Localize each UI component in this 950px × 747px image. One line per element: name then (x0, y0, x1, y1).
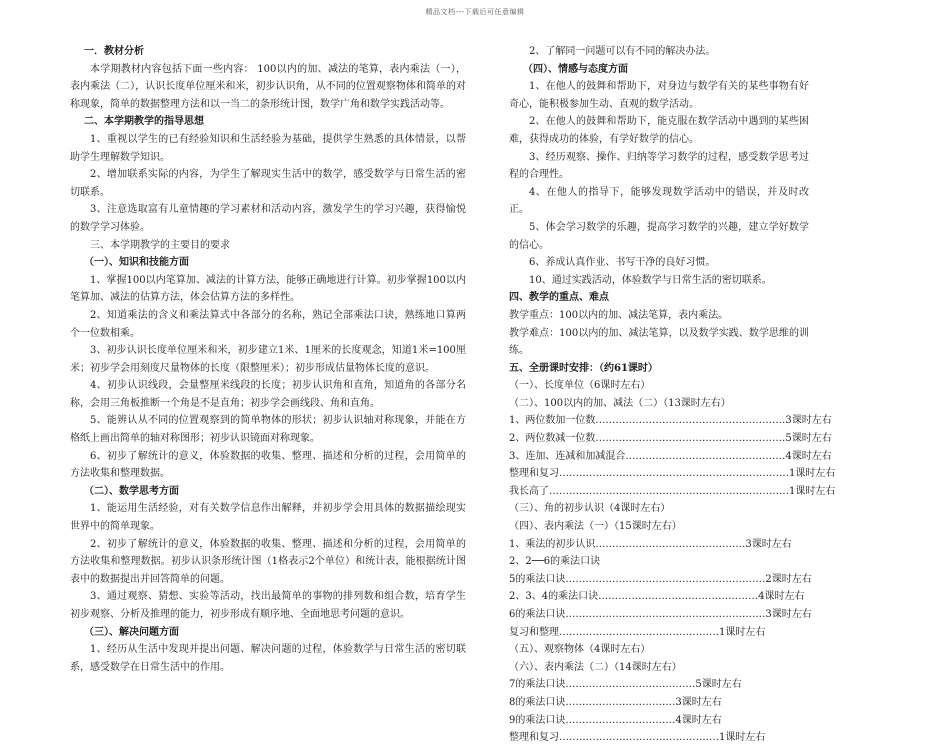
paragraph: 5、体会学习数学的乐趣，提高学习数学的兴趣，建立学好数学的信心。 (509, 221, 809, 251)
schedule-line: 1、乘法的初步认识………………………………………3课时左右 (509, 538, 792, 550)
section-heading: 四、教学的重点、难点 (509, 292, 609, 304)
subsection-heading: （一）、知识和技能方面 (84, 257, 189, 269)
schedule-line: 8的乘法口诀……………………………3课时左右 (509, 696, 722, 708)
text-line: （二）、100以内的加、减法（二）（13课时左右） (509, 397, 731, 409)
paragraph: 6、养成认真作业、书写干净的良好习惯。 (529, 257, 716, 269)
section-heading: 二、本学期教学的指导思想 (84, 116, 204, 128)
subsection-heading: （二）、数学思考方面 (84, 485, 179, 497)
paragraph: 三、本学期教学的主要目的要求 (90, 239, 230, 251)
paragraph: 1、经历从生活中发现并提出问题、解决问题的过程，体验数学与日常生活的密切联系，感受数学在日常生活中的作用。 (70, 644, 466, 673)
left-column (70, 43, 466, 676)
paragraph: 5、能辨认从不同的位置观察到的简单物体的形状；初步认识轴对称现象，并能在方格纸上画出简单的轴对称图形；初步认识镜面对称现象。 (70, 415, 466, 445)
paragraph: 4、初步认识线段，会量整厘米线段的长度；初步认识角和直角，知道角的各部分名称，会用三角板推断一个角是不是直角；初步学会画线段、角和直角。 (70, 380, 466, 409)
subsection-heading: （三）、解决问题方面 (84, 626, 179, 638)
paragraph: 1、掌握100以内笔算加、减法的计算方法，能够正确地进行计算。初步掌握100以内笔算加、减法的估算方法，体会估算方法的多样性。 (70, 274, 466, 304)
schedule-line: 5的乘法口诀……………………………………………………2课时左右 (509, 573, 812, 585)
paragraph: 3、通过观察、猜想、实验等活动，找出最简单的事物的排列数和组合数，培育学生初步观察、分析及推理的能力，初步形成有顺序地、全面地思考问题的意识。 (70, 591, 466, 620)
text-line: 教学重点：100以内的加、减法笔算，表内乘法。 (509, 309, 729, 321)
paragraph: 1、重视以学生的已有经验知识和生活经验为基础，提供学生熟悉的具体情景，以帮助学生理解数学知识。 (70, 133, 466, 163)
paragraph: 1、在他人的鼓舞和帮助下，对身边与数学有关的某些事物有好奇心，能积极参加生动、直观的数学活动。 (509, 81, 809, 110)
schedule-line: 6的乘法口诀……………………………………………………3课时左右 (509, 609, 812, 620)
paragraph: 2、增加联系实际的内容，为学生了解现实生活中的数学，感受数学与日常生活的密切联系。 (70, 169, 466, 198)
schedule-line: 整理和复习……………………………………………………………1课时左右 (509, 468, 836, 480)
schedule-line: 2、3、4的乘法口诀…………………………………………4课时左右 (509, 591, 805, 603)
section-heading: 一．教材分析 (84, 46, 144, 57)
schedule-line: 复习和整理…………………………………………1课时左右 (509, 626, 766, 638)
paragraph: 本学期教材内容包括下面一些内容： 100以内的加、减法的笔算，表内乘法（一），表内乘法（二），认识长度单位厘米和米，初步认识角，从不同的位置观察物体和简单的对称现象，简单的数据整理方法和以一当二的条形统计图，数学广角和数学实践活动等。 (70, 63, 466, 110)
text-line: （五）、观察物体（4课时左右） (509, 644, 651, 656)
paragraph: 1、能运用生活经验，对有关数学信息作出解释，并初步学会用具体的数据描绘现实世界中的简单现象。 (70, 503, 466, 533)
schedule-line: 2、两位数减一位数…………………………………………………5课时左右 (509, 433, 832, 445)
text-line: （三）、角的初步认识（4课时左右） (509, 503, 671, 515)
paragraph: 4、在他人的指导下，能够发现数学活动中的错误，并及时改正。 (509, 186, 809, 216)
paragraph: 3、经历观察、操作、归纳等学习数学的过程，感受数学思考过程的合理性。 (509, 151, 809, 181)
paragraph: 3、初步认识长度单位厘米和米，初步建立1米、1厘米的长度观念，知道1米=100厘米；初步学会用刻度尺量物体的长度（限整厘米）；初步形成估量物体长度的意识。 (70, 345, 466, 374)
paragraph: 6、初步了解统计的意义，体验数据的收集、整理、描述和分析的过程，会用简单的方法收集和整理数据。 (70, 450, 466, 480)
section-heading: 五、全册课时安排：（约61课时） (509, 362, 658, 374)
paragraph: 3、注意选取富有儿童情趣的学习素材和活动内容，激发学生的学习兴趣，获得愉悦的数学学习体验。 (70, 204, 466, 233)
subsection-heading: （四）、情感与态度方面 (523, 63, 628, 75)
text-line: 教学难点：100以内的加、减法笔算，以及数学实践、数学思维的训练。 (509, 327, 809, 357)
text-line: （四）、表内乘法（一）（15课时左右） (509, 521, 682, 533)
paragraph: 2、在他人的鼓舞和帮助下，能克服在数学活动中遇到的某些困难，获得成功的体验，有学好数学的信心。 (509, 116, 809, 145)
paragraph: 10、通过实践活动，体验数学与日常生活的密切联系。 (529, 274, 772, 286)
schedule-line: 3、连加、连减和加减混合…………………………………………4课时左右 (509, 450, 832, 462)
paragraph: 2、初步了解统计的意义，体验数据的收集、整理、描述和分析的过程，会用简单的方法收集和整理数据。初步认识条形统计图（1格表示2个单位）和统计表，能根据统计图表中的数据提出并回答简单的问题。 (70, 538, 466, 585)
text-line: 2、2──6的乘法口诀 (509, 556, 601, 568)
schedule-line: 整理和复习…………………………………………1课时左右 (509, 732, 766, 744)
schedule-line: 9的乘法口诀……………………………4课时左右 (509, 714, 722, 726)
paragraph: 2、知道乘法的含义和乘法算式中各部分的名称，熟记全部乘法口诀，熟练地口算两个一位数相乘。 (70, 309, 466, 339)
schedule-line: 我长高了………………………………………………………………1课时左右 (509, 485, 836, 497)
schedule-line: 7的乘法口诀…………………………………5课时左右 (509, 679, 742, 691)
schedule-line: 1、两位数加一位数…………………………………………………3课时左右 (509, 415, 832, 427)
text-line: （一）、长度单位（6课时左右） (509, 380, 651, 392)
text-line: （六）、表内乘法（二）（14课时左右） (509, 661, 682, 673)
page-header: 精品文档---下载后可任意编辑 (425, 8, 525, 16)
right-column (509, 43, 836, 747)
paragraph: 2、了解同一问题可以有不同的解决办法。 (529, 46, 716, 57)
